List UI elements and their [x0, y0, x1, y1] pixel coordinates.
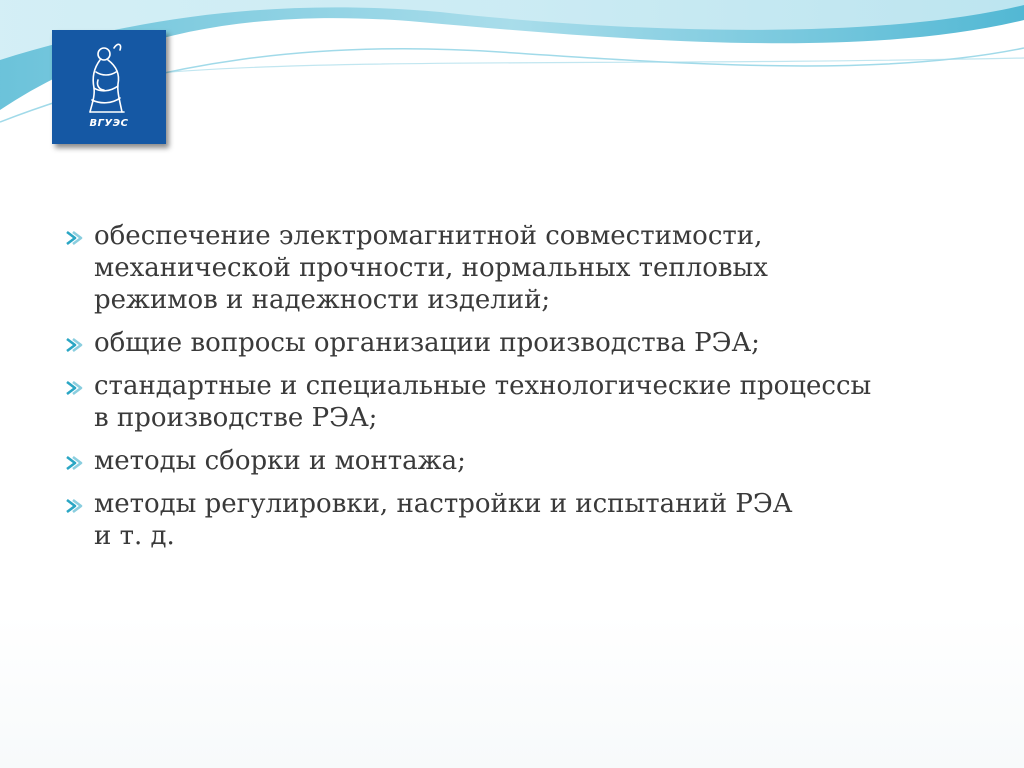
bullet-text: обеспечение электромагнитной совместимости, механической прочности, нормальных тепловых режимов и надежности изделий;: [94, 221, 768, 315]
bullet-item: [62, 488, 992, 552]
arrow-bullet-icon: [64, 336, 86, 354]
bullet-item: [62, 445, 992, 477]
bullet-text: общие вопросы организации производства РЭА;: [94, 328, 760, 358]
bullet-list: [62, 220, 992, 552]
bullet-content: [62, 220, 992, 563]
bullet-text: стандартные и специальные технологические процессы в производстве РЭА;: [94, 371, 872, 433]
logo-text: ВГУЭС: [89, 118, 129, 129]
bullet-item: [62, 327, 992, 359]
bullet-text: методы регулировки, настройки и испытаний РЭА и т. д.: [94, 489, 793, 551]
arrow-bullet-icon: [64, 379, 86, 397]
bullet-item: [62, 220, 992, 316]
arrow-bullet-icon: [64, 454, 86, 472]
arrow-bullet-icon: [64, 497, 86, 515]
university-logo: [52, 30, 166, 144]
arrow-bullet-icon: [64, 229, 86, 247]
bullet-text: методы сборки и монтажа;: [94, 446, 466, 476]
bullet-item: [62, 370, 992, 434]
